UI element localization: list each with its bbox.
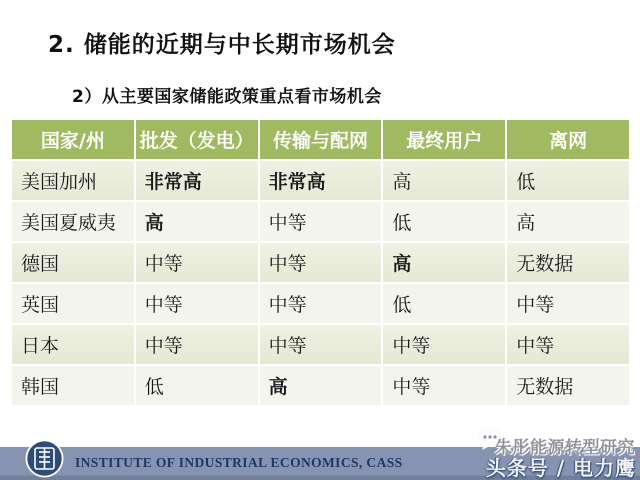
table-row (12, 202, 629, 241)
value-cell: 中等 (507, 284, 629, 323)
column-header: 国家/州 (12, 120, 134, 159)
value-cell: 无数据 (507, 366, 629, 405)
table-row (12, 325, 629, 364)
country-cell: 英国 (12, 284, 134, 323)
table-row (12, 243, 629, 282)
value-cell: 非常高 (136, 161, 258, 200)
value-cell: 中等 (260, 243, 382, 282)
value-cell: 中等 (136, 284, 258, 323)
watermark-account-name: 朱彤能源转型研究 (495, 438, 635, 458)
institute-name: INSTITUTE OF INDUSTRIAL ECONOMICS, CASS (75, 455, 403, 470)
storage-policy-table (10, 118, 631, 407)
country-cell: 日本 (12, 325, 134, 364)
column-header: 传输与配网 (260, 120, 382, 159)
value-cell: 中等 (260, 325, 382, 364)
value-cell: 中等 (383, 325, 505, 364)
table-row (12, 284, 629, 323)
institute-seal-logo (25, 439, 64, 478)
value-cell: 中等 (507, 325, 629, 364)
value-cell: 中等 (136, 325, 258, 364)
value-cell: 中等 (260, 284, 382, 323)
value-cell: 中等 (383, 366, 505, 405)
value-cell: 中等 (260, 202, 382, 241)
value-cell: 高 (383, 243, 505, 282)
column-header: 最终用户 (383, 120, 505, 159)
slide-title: 2. 储能的近期与中长期市场机会 (48, 32, 396, 58)
country-cell: 美国加州 (12, 161, 134, 200)
value-cell: 高 (507, 202, 629, 241)
column-header: 离网 (507, 120, 629, 159)
slide-subtitle: 2）从主要国家储能政策重点看市场机会 (72, 87, 382, 107)
value-cell: 高 (260, 366, 382, 405)
country-cell: 德国 (12, 243, 134, 282)
value-cell: 低 (383, 284, 505, 323)
value-cell: 低 (383, 202, 505, 241)
value-cell: 低 (507, 161, 629, 200)
table-header-row (12, 120, 629, 159)
value-cell: 高 (383, 161, 505, 200)
value-cell: 低 (136, 366, 258, 405)
column-header: 批发（发电） (136, 120, 258, 159)
watermark-channel-name: 头条号 / 电力鹰 (485, 456, 636, 480)
country-cell: 韩国 (12, 366, 134, 405)
table-row (12, 161, 629, 200)
value-cell: 中等 (136, 243, 258, 282)
value-cell: 非常高 (260, 161, 382, 200)
table-row (12, 366, 629, 405)
value-cell: 无数据 (507, 243, 629, 282)
country-cell: 美国夏威夷 (12, 202, 134, 241)
value-cell: 高 (136, 202, 258, 241)
